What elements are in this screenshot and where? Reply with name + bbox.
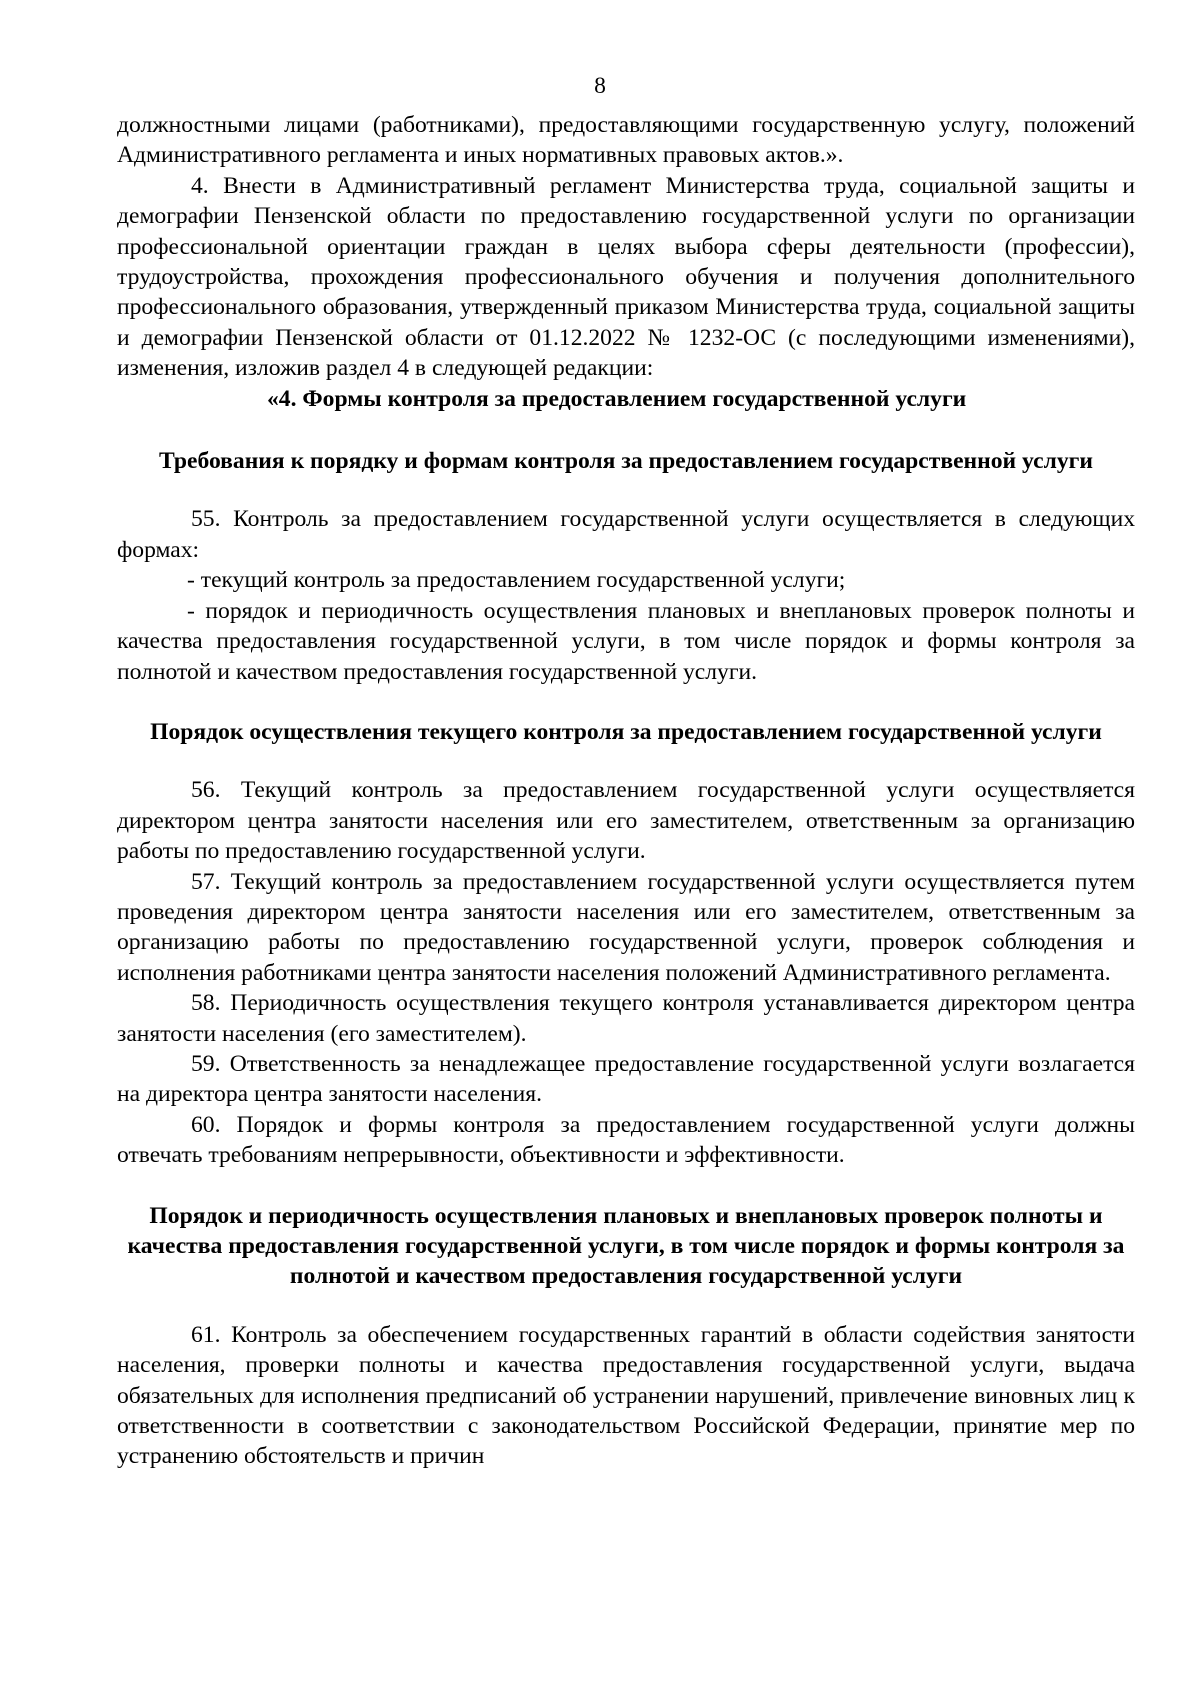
subsection-heading-current-control: Порядок осуществления текущего контроля за предоставлением государственной услуги bbox=[150, 718, 1102, 745]
section-title: «4. Формы контроля за предоставлением государственной услуги bbox=[267, 385, 967, 412]
paragraph-57: 57. Текущий контроль за предоставлением государственной услуги осуществляется путем проведения директором центра занятости населения или его заместителем, ответственным за организацию работы по предоставлению государственной услуги, проверок соблюдения и исполнения работниками центра занятости населения положений Административного регламента. bbox=[117, 868, 1135, 986]
paragraph-55-item-current-control: - текущий контроль за предоставлением государственной услуги; bbox=[187, 567, 846, 594]
paragraph-item-4: 4. Внести в Административный регламент Министерства труда, социальной защиты и демографии Пензенской области по предоставлению государственной услуги по организации профессиональной ориентации граждан в целях выбора сферы деятельности (профессии), трудоустройства, прохождения профессионального обучения и получения дополнительного профессионального образования, утвержденный приказом Министерства труда, социальной защиты и демографии Пензенской области от 01.12.2022 № 1232-ОС (с последующими изменениями), изменения, изложив раздел 4 в следующей редакции: bbox=[117, 172, 1135, 382]
page-number: 8 bbox=[594, 73, 606, 99]
paragraph-55-item-inspections: - порядок и периодичность осуществления плановых и внеплановых проверок полноты и качества предоставления государственной услуги, в том числе порядок и формы контроля за полнотой и качеством предоставления государственной услуги. bbox=[117, 597, 1135, 685]
paragraph-60: 60. Порядок и формы контроля за предоставлением государственной услуги должны отвечать требованиям непрерывности, объективности и эффективности. bbox=[117, 1111, 1135, 1169]
paragraph-58: 58. Периодичность осуществления текущего контроля устанавливается директором центра занятости населения (его заместителем). bbox=[117, 990, 1135, 1047]
paragraph-continuation: должностными лицами (работниками), предоставляющими государственную услугу, положений Административного регламента и иных нормативных правовых актов.». bbox=[117, 112, 1135, 169]
subsection-heading-requirements: Требования к порядку и формам контроля за предоставлением государственной услуги bbox=[159, 448, 1093, 475]
paragraph-56: 56. Текущий контроль за предоставлением государственной услуги осуществляется директором центра занятости населения или его заместителем, ответственным за организацию работы по предоставлению государственной услуги. bbox=[117, 777, 1135, 865]
paragraph-55: 55. Контроль за предоставлением государственной услуги осуществляется в следующих формах: bbox=[117, 506, 1135, 563]
subsection-heading-inspections: Порядок и периодичность осуществления плановых и внеплановых проверок полноты и качества предоставления государственной услуги, в том числе порядок и формы контроля за полнотой и качеством предоставления государственной услуги bbox=[127, 1202, 1125, 1290]
paragraph-61: 61. Контроль за обеспечением государственных гарантий в области содействия занятости населения, проверки полноты и качества предоставления государственной услуги, выдача обязательных для исполнения предписаний об устранении нарушений, привлечение виновных лиц к ответственности в соответствии с законодательством Российской Федерации, принятие мер по устранению обстоятельств и причин bbox=[117, 1321, 1135, 1470]
document-body bbox=[117, 110, 1135, 1472]
paragraph-59: 59. Ответственность за ненадлежащее предоставление государственной услуги возлагается на директора центра занятости населения. bbox=[117, 1050, 1135, 1108]
